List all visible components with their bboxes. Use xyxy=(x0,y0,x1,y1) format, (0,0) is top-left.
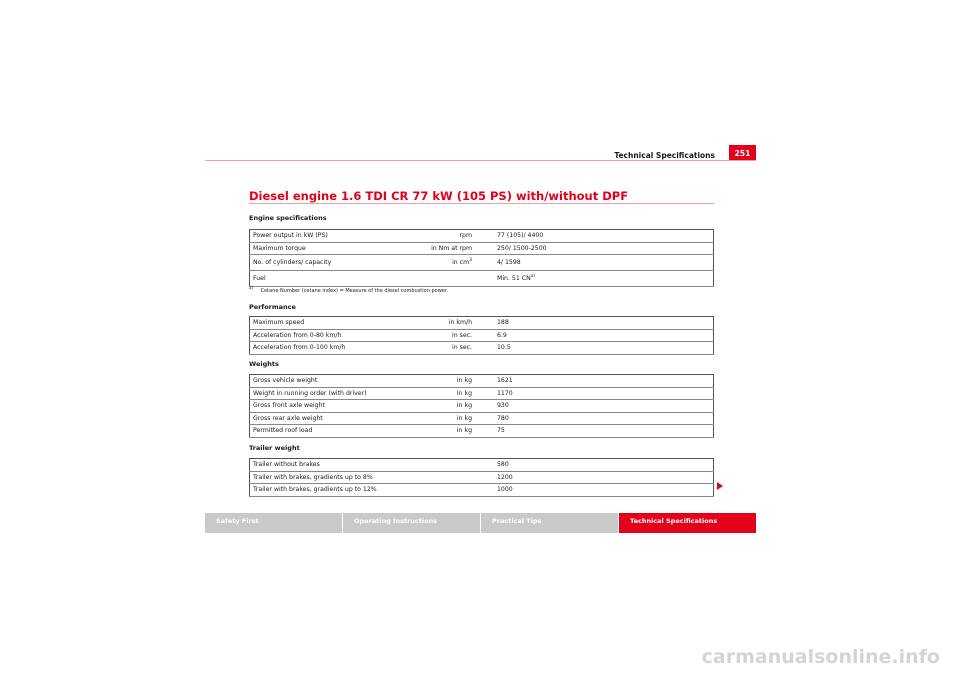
section-divider xyxy=(249,203,714,204)
row-value: 10.5 xyxy=(475,342,714,355)
row-unit: in sec. xyxy=(423,342,475,355)
weights-table xyxy=(249,374,714,438)
row-label: Acceleration from 0-100 km/h xyxy=(250,342,424,355)
value-text: Min. 51 CN xyxy=(497,275,531,283)
row-value: 1000 xyxy=(475,484,714,497)
row-label: Gross front axle weight xyxy=(250,400,442,413)
row-unit xyxy=(465,484,475,497)
watermark: carmanualsonline.info xyxy=(701,646,940,668)
table-row xyxy=(250,387,714,400)
row-label: Permitted roof load xyxy=(250,425,442,438)
footer-nav xyxy=(205,513,756,533)
row-value: 580 xyxy=(475,459,714,472)
row-value: 75 xyxy=(475,425,714,438)
row-label: Gross rear axle weight xyxy=(250,412,442,425)
section-title: Diesel engine 1.6 TDI CR 77 kW (105 PS) with/without DPF xyxy=(249,189,629,203)
trailer-table xyxy=(249,458,714,497)
row-label: Fuel xyxy=(250,271,395,287)
table-row xyxy=(250,230,714,243)
table-row xyxy=(250,342,714,355)
header-title: Technical Specifications xyxy=(614,151,715,160)
row-unit: rpm xyxy=(394,230,475,243)
row-label: Gross vehicle weight xyxy=(250,375,442,388)
header-divider xyxy=(205,160,756,161)
table-row xyxy=(250,471,714,484)
row-value: 1170 xyxy=(475,387,714,400)
performance-heading: Performance xyxy=(249,303,296,311)
row-value: 188 xyxy=(475,317,714,330)
table-row xyxy=(250,459,714,472)
row-label: Trailer with brakes, gradients up to 8% xyxy=(250,471,465,484)
row-value: 930 xyxy=(475,400,714,413)
row-value: 4/ 1598 xyxy=(475,255,714,271)
engine-table xyxy=(249,229,714,287)
row-label: Trailer without brakes xyxy=(250,459,465,472)
row-unit: in kg xyxy=(441,375,475,388)
row-label: Power output in kW (PS) xyxy=(250,230,395,243)
row-label: Maximum torque xyxy=(250,242,395,255)
performance-table xyxy=(249,316,714,355)
row-unit: in km/h xyxy=(423,317,475,330)
unit-superscript: 3 xyxy=(469,258,472,264)
row-unit: in kg xyxy=(441,387,475,400)
row-label: Acceleration from 0-80 km/h xyxy=(250,329,424,342)
row-value: 77 (105)/ 4400 xyxy=(475,230,714,243)
row-label: Trailer with brakes, gradients up to 12% xyxy=(250,484,465,497)
table-row xyxy=(250,400,714,413)
row-label: No. of cylinders/ capacity xyxy=(250,255,395,271)
row-value: 250/ 1500-2500 xyxy=(475,242,714,255)
row-unit: in sec. xyxy=(423,329,475,342)
engine-heading: Engine specifications xyxy=(249,214,327,222)
table-row xyxy=(250,317,714,330)
row-value: 1621 xyxy=(475,375,714,388)
table-row xyxy=(250,425,714,438)
row-unit: in kg xyxy=(441,412,475,425)
table-row xyxy=(250,484,714,497)
table-row xyxy=(250,329,714,342)
tab-technical-specifications[interactable]: Technical Specifications xyxy=(619,513,756,533)
trailer-heading: Trailer weight xyxy=(249,444,300,452)
tab-safety-first[interactable]: Safety First xyxy=(205,513,343,533)
row-value: 6.9 xyxy=(475,329,714,342)
table-row xyxy=(250,255,714,271)
row-unit: in kg xyxy=(441,400,475,413)
row-value xyxy=(475,271,714,287)
row-label: Maximum speed xyxy=(250,317,424,330)
row-unit: in Nm at rpm xyxy=(394,242,475,255)
continue-triangle-icon xyxy=(717,482,723,490)
footnote xyxy=(249,285,448,294)
table-row xyxy=(250,375,714,388)
row-value: 1200 xyxy=(475,471,714,484)
footnote-marker: a) xyxy=(249,285,254,290)
row-unit xyxy=(465,459,475,472)
page-number-badge: 251 xyxy=(729,145,756,161)
tab-practical-tips[interactable]: Practical Tips xyxy=(481,513,619,533)
row-unit: in kg xyxy=(441,425,475,438)
footnote-ref: a) xyxy=(530,274,536,280)
table-row xyxy=(250,412,714,425)
tab-operating-instructions[interactable]: Operating Instructions xyxy=(343,513,481,533)
weights-heading: Weights xyxy=(249,360,279,368)
row-label: Weight in running order (with driver) xyxy=(250,387,442,400)
table-row xyxy=(250,242,714,255)
footnote-text: Cetane Number (cetane index) = Measure of the diesel combustion power. xyxy=(260,287,449,294)
row-unit xyxy=(394,255,475,271)
row-value: 780 xyxy=(475,412,714,425)
unit-text: in cm xyxy=(452,259,470,267)
row-unit xyxy=(465,471,475,484)
